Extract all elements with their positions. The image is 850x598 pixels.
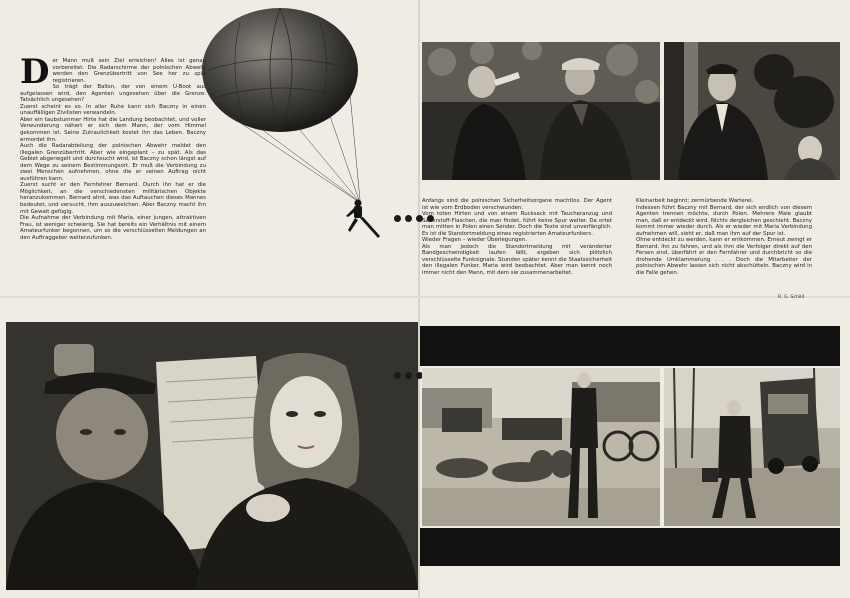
photo-man-and-woman-headscarf [6,322,418,590]
paragraph: er Mann muß sein Ziel erreichen! Alles ist genau vorbereitet. Die Radarschirme der polnischen Abwehr werden den Grenzübertritt von See her zu spät registrieren. [52,58,206,84]
paragraph: Indessen führt Baczny mit Bernard, der sich endlich von diesem Agenten trennen möchte, durch Polen. Mehrere Male glaubt man, daß er entdeckt wird. Nichts dergleichen geschieht. Baczny kommt immer wieder durch. Als er wieder mit Maria Verbindung aufnehmen will, sieht er, daß man ihm auf der Spur ist. [636,204,812,237]
paragraph: Anfangs sind die polnischen Sicherheitsorgane machtlos. Der Agent ist wie vom Erdboden verschwunden. [422,198,612,211]
paragraph: Die Aufnahme der Verbindung mit Maria, einer jungen, attraktiven Frau, ist weniger schwierig. Sie hat bereits ein Verhältnis mit einem Amateurfunker begonnen, um so die verschlüsselten Meldungen an den Auftraggeber weiterzufunken. [20,215,206,241]
paragraph: Ohne entdeckt zu werden, kann er entkommen. Erneut zwingt er Bernard, ihn zu fahren, und als ihm die Verfolger direkt auf den Fersen sind, überfährt er den Fernfahrer und durchbricht so die drohende Umklammerung . . . Doch die Mitarbeiter der polnischen Abwehr lassen sich nicht abschütteln. Baczny wird in die Falle gehen. [636,237,812,277]
decorative-dots [394,372,423,379]
paragraph: Kleinarbeit beginnt; zermürbende Warterei. [636,198,754,204]
black-band-bottom [420,528,840,566]
article-column-2 [422,198,612,277]
paragraph: Als man jedoch die Standortmeldung mit veränderter Bandgeschwindigkeit laufen läßt, ergeben sich plötzlich verschlüsselte Funksignale. Stunden später kennt die Staatssicherheit den illegalen Funker. Maria wird beobachtet. Aber man kennt noch immer nicht den Mann, mit dem sie zusammenarbeitet. [422,243,612,277]
photo-two-men-drinking [422,42,660,180]
paragraph: Zuerst sucht er den Fernfahrer Bernard. Durch ihn hat er die Möglichkeit, an die verschiedensten militärischen Objekte heranzukommen. Bernard ahnt, was das Auftauchen dieses Mannes bedeutet, und versucht, ihm auszuweichen. Aber Baczny macht ihn mit Gewalt gefügig. [20,182,206,215]
paragraph: Zuerst scheint es so. In aller Ruhe kann sich Baczny in einen unauffälligen Zivilisten verwandeln. [20,103,206,117]
balloon-photo [200,8,422,248]
photo-man-in-coat [664,42,840,180]
paragraph: Auch die Radarabteilung der polnischen Abwehr meldet den illegalen Grenzübertritt. Aber wie eingeplant – zu spät. Als das Gebiet abgeriegelt und durchsucht wird, ist Baczny schon längst auf dem Wege zu seinem Bestimmungsort. Er muß die Verbindung zu zwei Menschen aufnehmen, ohne die er seinen Auftrag nicht ausführen kann. [20,143,206,182]
paragraph: So trägt der Ballon, der von einem U-Boot aus aufgelassen wird, den Agenten ungesehen über die Grenze. Tatsächlich ungesehen? [20,84,206,104]
black-band-top [420,326,840,366]
paragraph: Aber ein taubstummer Hirte hat die Landung beobachtet, und voller Verwunderung nähert er sich dem Mann, der vom Himmel gekommen ist. Seine Zutraulichkeit kostet ihn das Leben. Baczny ermordet ihn. [20,116,206,143]
article-column-1 [20,52,206,241]
photo-man-and-truck [664,368,840,526]
author-signature: R. G. Schild [778,295,805,300]
paragraph: Vom toten Hirten und von einem Rucksack mit Taucheranzug und Sauerstoff-Flaschen, die man findet, führt keine Spur weiter. Da ortet man mitten in Polen einen Sender. Doch die Texte sind unverfänglich. Es ist die Standortmeldung eines registrierten Amateurfunkers. [422,211,612,237]
article-column-3 [636,198,812,277]
paragraph: Wieder Fragen – wieder Überlegungen. [422,237,527,244]
horizontal-fold [0,296,850,298]
drop-cap: D [20,52,50,92]
photo-market-square [422,368,660,526]
